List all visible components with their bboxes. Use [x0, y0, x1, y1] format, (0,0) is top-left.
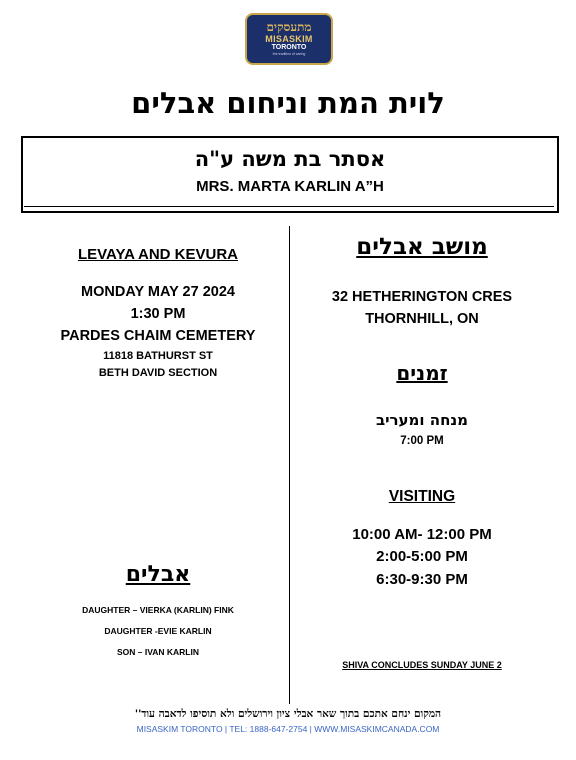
visiting-slot: 6:30-9:30 PM	[376, 571, 468, 588]
shiva-concludes: SHIVA CONCLUDES SUNDAY JUNE 2	[342, 660, 502, 670]
levaya-address: 11818 BATHURST ST	[103, 350, 213, 362]
prayer-time: 7:00 PM	[400, 435, 444, 447]
footer-contact: MISASKIM TORONTO | TEL: 1888-647-2754 | WWW.MISASKIMCANADA.COM	[136, 724, 440, 734]
deceased-english-name: MRS. MARTA KARLIN A”H	[196, 178, 384, 195]
shiva-address-line2: THORNHILL, ON	[365, 311, 479, 327]
levaya-cemetery: PARDES CHAIM CEMETERY	[60, 328, 256, 344]
shiva-address-line1: 32 HETHERINGTON CRES	[331, 289, 513, 305]
levaya-time: 1:30 PM	[130, 306, 186, 322]
times-heading: זמנים	[396, 361, 448, 385]
prayer-label: מנחה ומעריב	[375, 411, 469, 429]
levaya-heading: LEVAYA AND KEVURA	[77, 246, 239, 263]
footer-blessing: המקום ינחם אתכם בתוך שאר אבלי ציון וירושלים ולא תוסיפו לדאבה עוד''	[134, 708, 442, 720]
logo-tagline: the tradition of caring	[272, 52, 306, 56]
misaskim-logo	[245, 13, 333, 65]
logo-brand-text: MISASKIM	[265, 34, 313, 44]
levaya-section: BETH DAVID SECTION	[98, 367, 218, 379]
logo-city-text: TORONTO	[271, 44, 307, 51]
column-divider	[289, 226, 290, 704]
page-title: לוית המת וניחום אבלים	[131, 86, 445, 120]
name-box-underline	[24, 206, 554, 207]
mourner-item: DAUGHTER -EVIE KARLIN	[104, 626, 212, 636]
visiting-heading: VISITING	[388, 488, 456, 505]
logo-hebrew-text: מתעסקים	[266, 20, 312, 34]
levaya-date: MONDAY MAY 27 2024	[81, 284, 235, 300]
deceased-hebrew-name: אסתר בת משה ע"ה	[194, 147, 386, 171]
visiting-slot: 2:00-5:00 PM	[376, 548, 468, 565]
shiva-house-heading: מושב אבלים	[356, 234, 488, 260]
mourner-item: DAUGHTER – VIERKA (KARLIN) FINK	[82, 605, 234, 615]
visiting-slot: 10:00 AM- 12:00 PM	[352, 526, 492, 543]
mourners-heading: אבלים	[125, 562, 191, 587]
mourner-item: SON – IVAN KARLIN	[116, 647, 200, 657]
